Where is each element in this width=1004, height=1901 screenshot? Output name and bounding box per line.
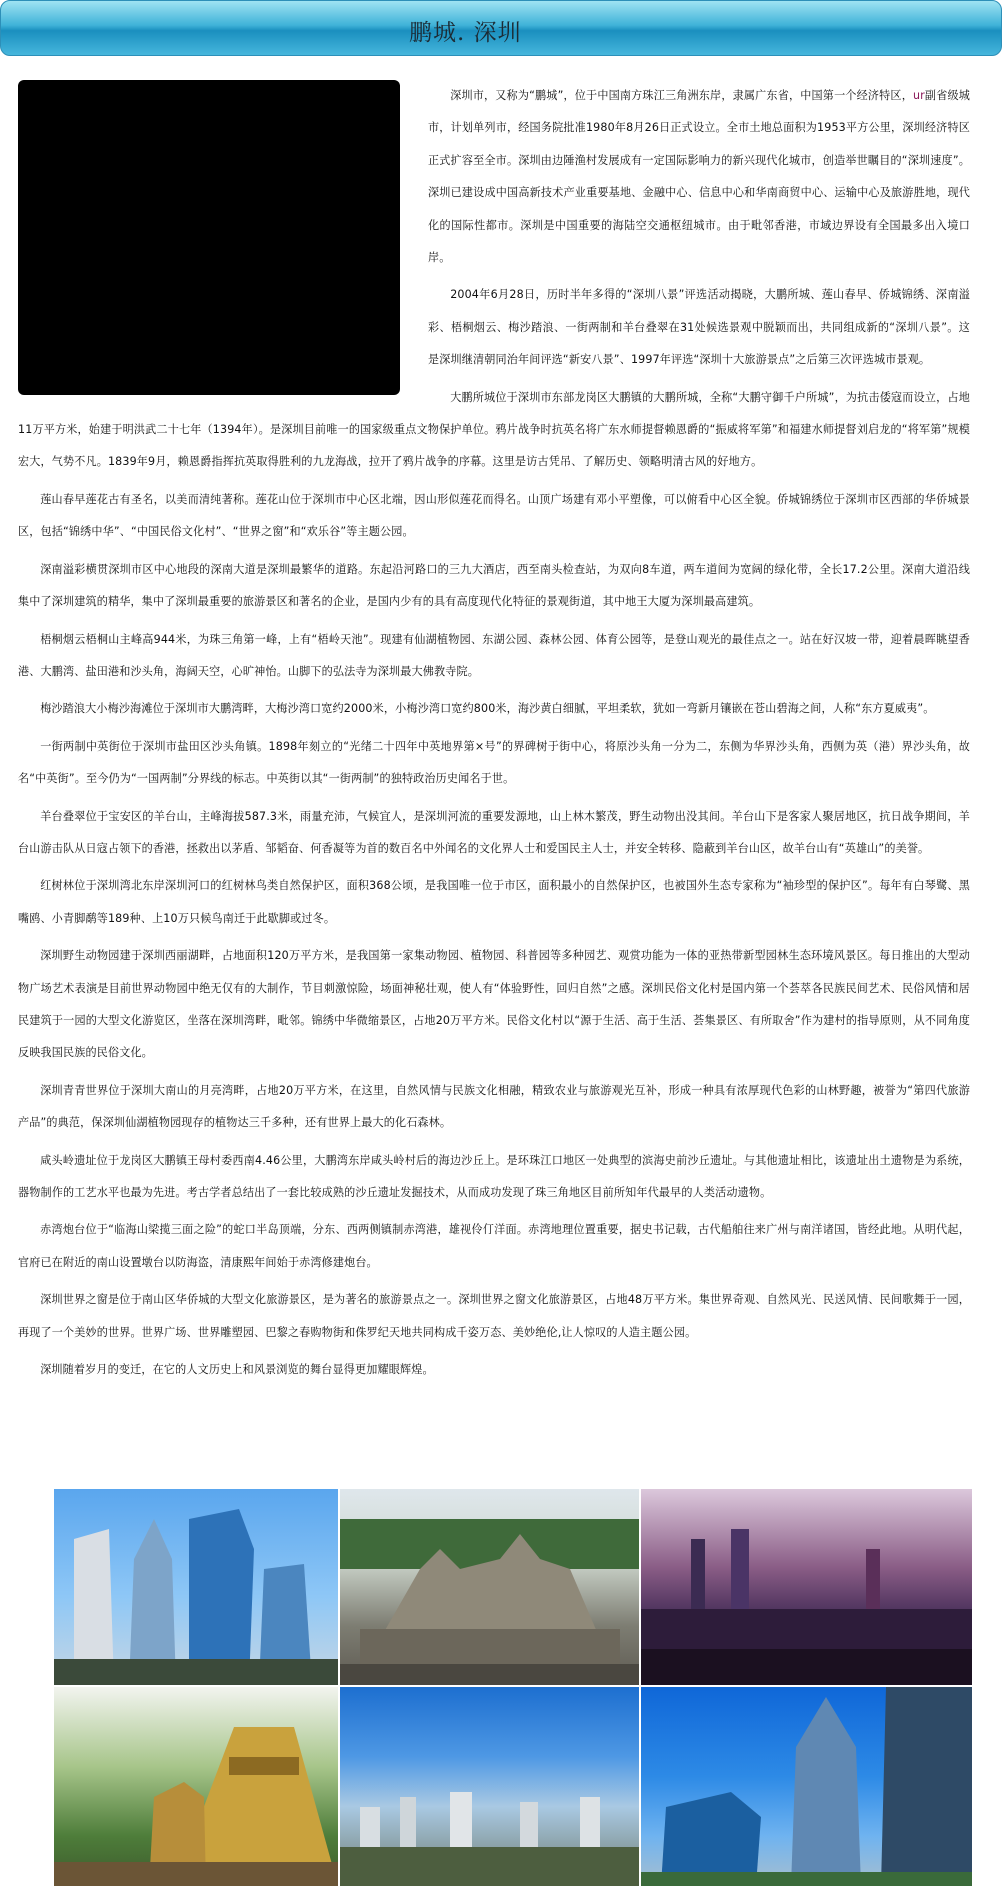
article-paragraph: 赤湾炮台位于“临海山梁揽三面之险”的蛇口半岛顶端，分东、西两侧镇制赤湾港，雄视伶仃洋面。赤湾地理位置重要，据史书记载，古代船舶往来广州与南洋诸国，皆经此地。从明代起，官府已在附近的南山设置墩台以防海盗，清康熙年间始于赤湾修建炮台。	[18, 1223, 970, 1269]
article-paragraph: 深圳青青世界位于深圳大南山的月亮湾畔，占地20万平方米，在这里，自然风情与民族文化相融，精致农业与旅游观光互补，形成一种具有浓厚现代色彩的山林野趣，被誉为“第四代旅游产品”的典范，保深圳仙湖植物园现存的植物达三千多种，还有世界上最大的化石森林。	[18, 1083, 970, 1130]
city-panorama-photo	[340, 1687, 639, 1886]
article-paragraph: 深圳随着岁月的变迁，在它的人文历史上和风景浏览的舞台显得更加耀眼辉煌。	[40, 1363, 434, 1377]
sphinx-gate-photo	[54, 1687, 338, 1886]
photo-gallery	[54, 1489, 972, 1886]
article-paragraph: 大鹏所城位于深圳市东部龙岗区大鹏镇的大鹏所城，全称“大鹏守御千户所城”，为抗击倭寇而设立，占地11万平方米，始建于明洪武二十七年（1394年）。是深圳目前唯一的国家级重点文物保护单位。鸦片战争时抗英名将广东水师提督赖恩爵的“振威将军第”和福建水师提督刘启龙的“将军第”规模宏大，气势不凡。1839年9月，赖恩爵指挥抗英取得胜利的九龙海战，拉开了鸦片战争的序幕。这里是访古凭吊、了解历史、领略明清古风的好地方。	[18, 390, 970, 469]
article-paragraph: 羊台叠翠位于宝安区的羊台山，主峰海拔587.3米，雨量充沛，气候宜人，是深圳河流的重要发源地，山上林木繁茂，野生动物出没其间。羊台山下是客家人聚居地区，抗日战争期间，羊台山游击队从日寇占领下的香港，拯救出以茅盾、邹韬奋、何香凝等为首的数百名中外闻名的文化界人士和爱国民主人士，并安全转移、隐蔽到羊台山区，故羊台山有“英雄山”的美誉。	[18, 809, 970, 855]
article-paragraph: 红树林位于深圳湾北东岸深圳河口的红树林鸟类自然保护区，面积368公顷，是我国唯一位于市区，面积最小的自然保护区，也被国外生态专家称为“袖珍型的保护区”。每年有白琴鹭、黑嘴鸥、小青脚鹬等189种、上10万只候鸟南迁于此歇脚或过冬。	[18, 879, 970, 925]
night-skyline-photo	[641, 1489, 972, 1685]
article-paragraph: 莲山春早莲花古有圣名，以美而清纯著称。莲花山位于深圳市中心区北端，因山形似莲花而得名。山顶广场建有邓小平塑像，可以俯看中心区全貌。侨城锦绣位于深圳市区西部的华侨城景区，包括“锦绣中华”、“中国民俗文化村”、“世界之窗”和“欢乐谷”等主题公园。	[18, 492, 970, 539]
article-paragraph: 深南溢彩横贯深圳市区中心地段的深南大道是深圳最繁华的道路。东起沿河路口的三九大酒店，西至南头检查站，为双向8车道，两车道间为宽阔的绿化带，全长17.2公里。深南大道沿线集中了深圳建筑的精华，集中了深圳最重要的旅游景区和著名的企业，是国内少有的具有高度现代化特征的景观街道，其中地王大厦为深圳最高建筑。	[18, 562, 970, 609]
angkor-temple-model-photo	[340, 1489, 639, 1685]
article-paragraph: 深圳野生动物园建于深圳西丽湖畔，占地面积120万平方米，是我国第一家集动物园、植物园、科普园等多种园艺、观赏功能为一体的亚热带新型园林生态环境风景区。每日推出的大型动物广场艺术表演是目前世界动物园中绝无仅有的大制作，节目刺激惊险，场面神秘壮观，使人有“体验野性，回归自然”之感。深圳民俗文化村是国内第一个荟萃各民族民间艺术、民俗风情和居民建筑于一园的大型文化游览区，坐落在深圳湾畔，毗邻。锦绣中华微缩景区，占地20万平方米。民俗文化村以“源于生活、高于生活、荟集景区、有所取舍”作为建村的指导原则，从不同角度反映我国民族的民俗文化。	[18, 949, 970, 1060]
article-paragraph: 一街两制中英街位于深圳市盐田区沙头角镇。1898年刻立的“光绪二十四年中英地界第×号”的界碑树于街中心，将原沙头角一分为二，东侧为华界沙头角，西侧为英（港）界沙头角，故名“中英街”。至今仍为“一国两制”分界线的标志。中英街以其“一街两制”的独特政治历史闻名于世。	[18, 739, 970, 786]
page-header	[0, 0, 1002, 56]
article-paragraph: 梧桐烟云梧桐山主峰高944米，为珠三角第一峰，上有“梧岭天池”。现建有仙湖植物园、东湖公园、森林公园、体育公园等，是登山观光的最佳点之一。站在好汉坡一带，迎着晨晖眺望香港、大鹏湾、盐田港和沙头角，海阔天空，心旷神怡。山脚下的弘法寺为深圳最大佛教寺院。	[18, 632, 970, 678]
bank-tower-photo	[641, 1687, 972, 1886]
article-paragraph: 咸头岭遗址位于龙岗区大鹏镇王母村委西南4.46公里，大鹏湾东岸咸头岭村后的海边沙丘上。是环珠江口地区一处典型的滨海史前沙丘遗址。与其他遗址相比，该遗址出土遗物是为系统，器物制作的工艺水平也最为先进。考古学者总结出了一套比较成熟的沙丘遗址发掘技术，从而成功发现了珠三角地区目前所知年代最早的人类活动遗物。	[18, 1153, 970, 1199]
article-body	[18, 80, 970, 1391]
inline-link[interactable]: ur	[912, 89, 925, 102]
page-title: 鹏城. 深圳	[409, 20, 522, 46]
article-paragraph: 2004年6月28日，历时半年多得的“深圳八景”评选活动揭晓，大鹏所城、莲山春早、侨城锦绣、深南溢彩、梧桐烟云、梅沙踏浪、一街两制和羊台叠翠在31处候选景观中脱颖而出，共同组成新的“深圳八景”。这是深圳继清朝同治年间评选“新安八景”、1997年评选“深圳十大旅游景点”之后第三次评选城市景观。	[428, 288, 970, 367]
video-player[interactable]	[18, 80, 400, 395]
article-paragraph: 梅沙踏浪大小梅沙海滩位于深圳市大鹏湾畔，大梅沙湾口宽约2000米，小梅沙湾口宽约800米，海沙黄白细腻，平坦柔软，犹如一弯新月镶嵌在苍山碧海之间，人称“东方夏威夷”。	[40, 702, 935, 716]
article-paragraph: 深圳市，又称为“鹏城”，位于中国南方珠江三角洲东岸，隶属广东省，中国第一个经济特区，ur副省级城市，计划单列市，经国务院批准1980年8月26日正式设立。全市土地总面积为1953平方公里，深圳经济特区正式扩容至全市。深圳由边陲渔村发展成有一定国际影响力的新兴现代化城市，创造举世瞩目的“深圳速度”。深圳已建设成中国高新技术产业重要基地、金融中心、信息中心和华南商贸中心、运输中心及旅游胜地，现代化的国际性都市。深圳是中国重要的海陆空交通枢纽城市。由于毗邻香港，市域边界设有全国最多出入境口岸。	[428, 89, 970, 265]
skyline-towers-photo	[54, 1489, 338, 1685]
article-paragraph: 深圳世界之窗是位于南山区华侨城的大型文化旅游景区，是为著名的旅游景点之一。深圳世界之窗文化旅游景区，占地48万平方米。集世界奇观、自然风光、民送风情、民间歌舞于一园，再现了一个美妙的世界。世界广场、世界雕塑园、巴黎之春购物街和侏罗纪天地共同构成千姿万态、美妙绝伦,让人惊叹的人造主题公园。	[18, 1293, 970, 1339]
